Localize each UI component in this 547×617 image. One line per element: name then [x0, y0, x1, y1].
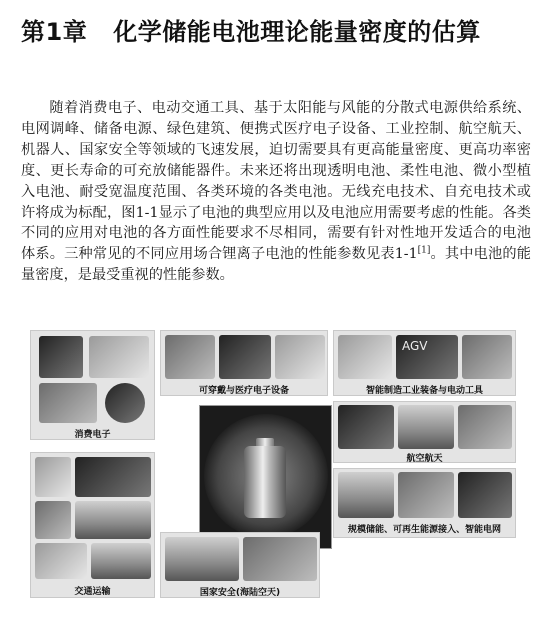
caption-grid: 规模储能、可再生能源接入、智能电网: [347, 525, 501, 535]
bicycle-image: [35, 457, 71, 497]
caption-aerospace: 航空航天: [406, 454, 443, 464]
rover-image: [458, 405, 512, 449]
submarine-image: [165, 537, 239, 581]
power-tool-image: [462, 335, 512, 379]
airplane-image: [91, 543, 151, 579]
panel-industrial: [333, 330, 516, 396]
battery-icon: [244, 446, 286, 518]
citation-ref: [1]: [417, 245, 431, 256]
smart-grid-image: [458, 472, 512, 518]
chapter-heading: 化学储能电池理论能量密度的估算: [113, 18, 481, 46]
solar-panel-image: [398, 472, 454, 518]
car-image: [75, 457, 151, 497]
robot-image: [338, 335, 392, 379]
space-station-image: [338, 405, 394, 449]
laptop-image: [89, 336, 149, 378]
military-vehicle-image: [243, 537, 317, 581]
agv-label: AGV: [402, 339, 428, 353]
body-paragraph: [21, 98, 531, 286]
phones-image: [39, 336, 83, 378]
chapter-number: 第1章: [21, 18, 88, 46]
caption-industrial: 智能制造工业装备与电动工具: [365, 386, 483, 396]
caption-transport: 交通运输: [74, 587, 111, 597]
agv-image: [396, 335, 458, 379]
paragraph-text: 随着消费电子、电动交通工具、基于太阳能与风能的分散式电源供给系统、电网调峰、储备电源、绿色建筑、便携式医疗电子设备、工业控制、航空航天、机器人、国家安全等领域的飞速发展，迫切需要具有更高能量密度、更高功率密度、更长寿命的可充放储能器件。未来还将出现透明电池、柔性电池、微小型植入电池、耐受宽温度范围、各类环境的各类电池。无线充电技术、自充电技术或许将成为标配，图1-1显示了电池的典型应用以及电池应用需要考虑的性能。各类不同的应用对电池的各方面性能要求不尽相同，需要有针对性地开发适合的电池体系。三种常见的不同应用场合锂离子电池的性能参数见表1-1: [21, 100, 531, 263]
chapter-title: [21, 12, 536, 48]
train-image: [35, 543, 87, 579]
panel-transport: [30, 452, 155, 598]
panel-grid-storage: [333, 468, 516, 538]
panel-wearable-medical: [160, 330, 328, 396]
caption-consumer: 消费电子: [74, 430, 111, 440]
wind-turbine-image: [338, 472, 394, 518]
caption-security: 国家安全(海陆空天): [199, 588, 281, 598]
medical-device-image: [219, 335, 271, 379]
satellite-image: [398, 405, 454, 449]
wearable-image: [165, 335, 215, 379]
bus-image: [35, 501, 71, 539]
ship-image: [75, 501, 151, 539]
camera-image: [39, 383, 97, 423]
panel-consumer-electronics: [30, 330, 155, 440]
panel-aerospace: [333, 401, 516, 463]
caption-wearable: 可穿戴与医疗电子设备: [198, 386, 289, 396]
paragraph-text-end: 。其中电池的能量密度，是最受重视的性能参数。: [21, 246, 531, 284]
implant-image: [275, 335, 325, 379]
speaker-image: [105, 383, 145, 423]
panel-national-security: [160, 532, 320, 598]
battery-centerpiece: [199, 405, 332, 549]
